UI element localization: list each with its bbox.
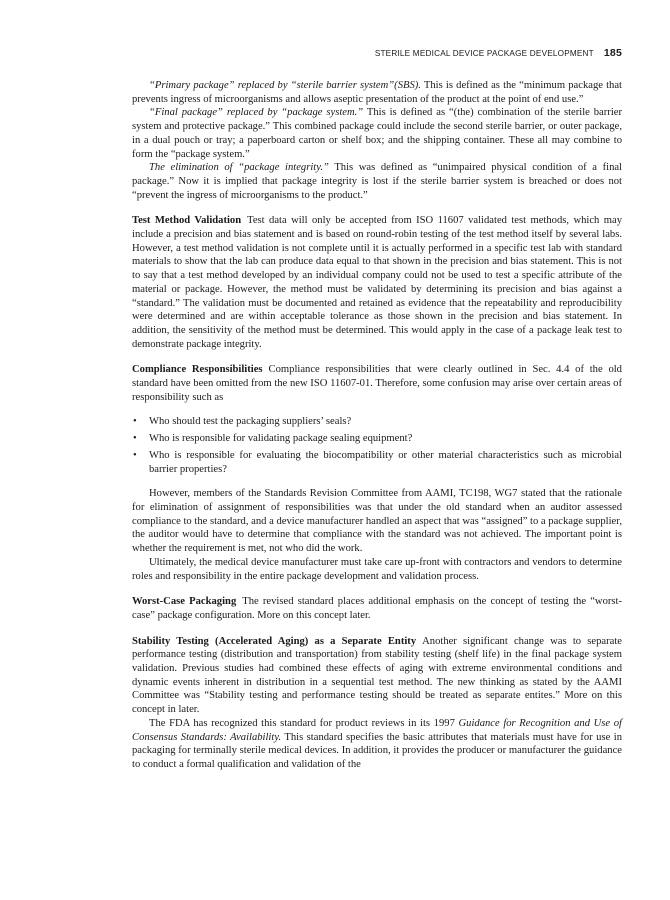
definition-final-package <box>132 106 622 161</box>
page-number: 185 <box>603 47 622 59</box>
definition-text: This is defined as the “minimum package that prevents ingress of microorganisms and allows aseptic presentation of the product at the point of end use.” <box>132 80 622 105</box>
section-heading: Worst-Case Packaging <box>132 596 237 608</box>
definition-text: This is defined as “(the) combination of the sterile barrier system and protective package.” This combined package could include the second sterile barrier, or outer package, in a dual pouch or tray; a paperboard carton or shelf box; and the shipping container. These all may combine to form the “package system.” <box>132 107 622 160</box>
section-test-method-validation <box>132 214 622 351</box>
section-text: The revised standard places additional emphasis on the concept of testing the “worst-case” package configuration. More on this concept later. <box>132 596 622 621</box>
fda-paragraph <box>132 717 622 772</box>
section-stability-testing <box>132 635 622 717</box>
section-text: Another significant change was to separate performance testing (distribution and transportation) from stability testing (shelf life) in the final package system validation. Previous studies had combined these effects of aging with extreme environmental conditions and dynamic events inherent in distribution in a sequential test method. The new thinking as stated by the AAMI Committee was “Stability testing and performance testing should be treated as separate entites.” More on this concept in later. <box>132 635 622 716</box>
definition-term: The elimination of “package integrity.” <box>149 162 329 174</box>
section-text: Compliance responsibilities that were clearly outlined in Sec. 4.4 of the old standard have been omitted from the new ISO 11607-01. Therefore, some confusion may arise over certain areas of responsibility such as <box>132 364 622 403</box>
section-text: Test data will only be accepted from ISO 11607 validated test methods, which may include a precision and bias statement and is based on round-robin testing of the test method itself by several labs. However, a test method validation is not complete until it is actually performed in a specific test lab with standard materials to show that the lab can produce data equal to that shown in the precision and bias statement. This is not to say that a test method developed by an individual company could not be used to test a specific attribute of the material or package. However, the method must be validated by determining its precision and bias against a “standard.” The validation must be documented and retained as evidence that the repeatability and reproducibility were determined and are within acceptable tolerance as those shown in the precision and bias statement. In addition, the sensitivity of the method must be determined. This would apply in the case of a package leak test to demonstrate package integrity. <box>132 215 622 350</box>
fda-text-before: The FDA has recognized this standard for product reviews in its 1997 <box>149 717 459 729</box>
definition-package-integrity <box>132 161 622 202</box>
fda-text-after: This standard specifies the basic attributes that materials must have for use in packaging for terminally sterile medical devices. In addition, it provides the producer or manufacturer the guidance to conduct a formal qualification and validation of the <box>132 731 622 770</box>
definition-primary-package <box>132 79 622 106</box>
running-header <box>134 47 622 61</box>
compliance-paragraph: However, members of the Standards Revision Committee from AAMI, TC198, WG7 stated that the rationale for elimination of assignment of responsibilities was that under the old standard when an auditor assessed compliance to the standard, and a device manufacturer handled an aspect that was “assigned” to a package supplier, the auditor would have to determine that compliance with the standard was not achieved. The important point is whether the requirement is met, not who did the work. <box>132 488 622 555</box>
list-item: • Who should test the packaging suppliers’ seals? <box>132 415 622 429</box>
section-compliance-responsibilities <box>132 363 622 404</box>
running-title: STERILE MEDICAL DEVICE PACKAGE DEVELOPMENT <box>374 49 594 58</box>
definition-term: “Final package” replaced by “package system.” <box>149 107 364 119</box>
section-heading: Stability Testing (Accelerated Aging) as a Separate Entity <box>132 635 417 647</box>
list-item: • Who is responsible for validating package sealing equipment? <box>132 432 622 446</box>
body-text <box>132 79 622 772</box>
compliance-paragraph: Ultimately, the medical device manufacturer must take care up-front with contractors and vendors to determine roles and responsibility in the entire package development and validation process. <box>132 556 622 582</box>
fda-guidance-title: Guidance for Recognition and Use of Consensus Standards: Availability. <box>132 717 622 743</box>
definition-term: “Primary package” replaced by “sterile barrier system”(SBS). <box>149 80 421 91</box>
section-worst-case-packaging <box>132 595 622 622</box>
responsibility-list <box>132 415 622 476</box>
section-heading: Test Method Validation <box>132 215 242 227</box>
section-heading: Compliance Responsibilities <box>132 364 263 376</box>
list-item: • Who is responsible for evaluating the biocompatibility or other material characteristics such as microbial barrier properties? <box>132 449 622 476</box>
definition-text: This was defined as “unimpaired physical condition of a final package.” Now it is implied that package integrity is lost if the sterile barrier system is breached or does not “prevent the ingress of microorganisms to the product.” <box>132 162 623 201</box>
